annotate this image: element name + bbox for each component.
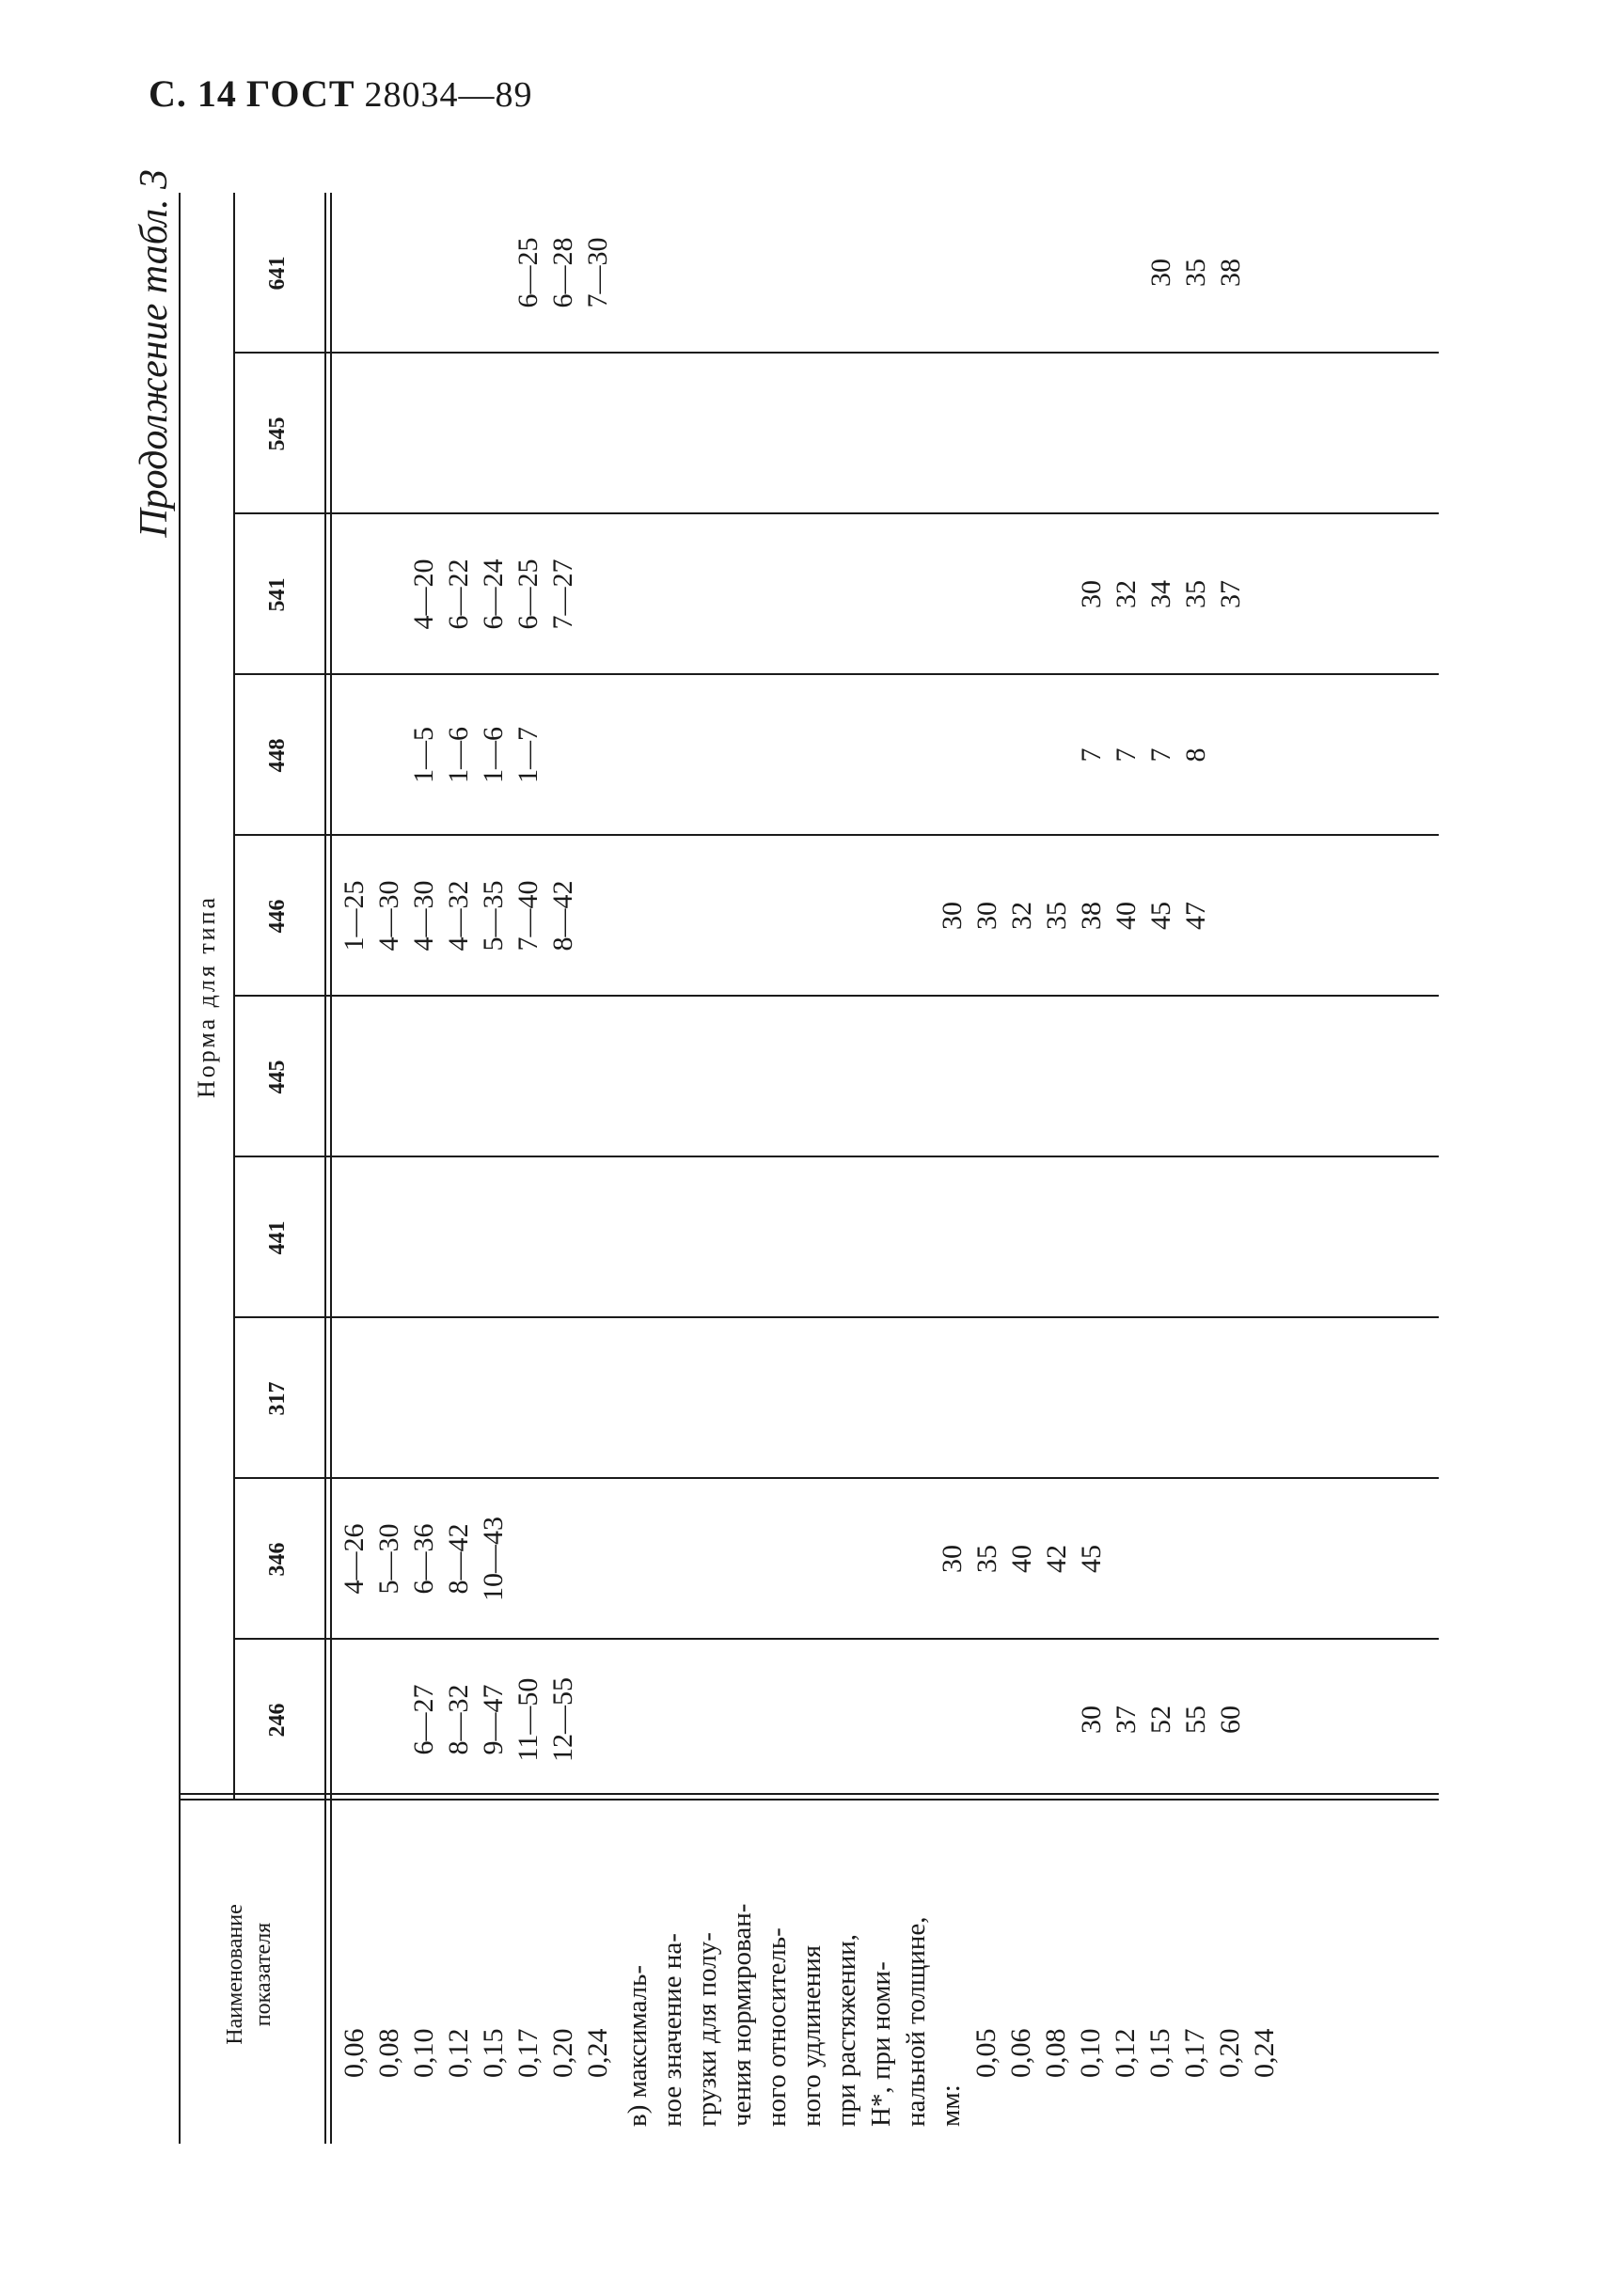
cell-value: 6—36 (408, 1523, 439, 1595)
cell-value: 34 (1145, 580, 1176, 608)
thickness-value: 0,10 (408, 2028, 439, 2078)
cell-value: 38 (1076, 902, 1107, 930)
cell-value: 47 (1180, 902, 1211, 930)
column-header-246: 246 (264, 1703, 290, 1738)
page-header (149, 71, 543, 116)
column-values-246 (337, 1641, 1248, 1799)
column-divider (233, 512, 1439, 514)
column-values-446 (337, 837, 1248, 995)
cell-value: 4—20 (408, 558, 439, 630)
cell-value: 6—24 (478, 558, 509, 630)
section-v-line: мм: (936, 2084, 966, 2127)
cell-value: 37 (1111, 1706, 1142, 1734)
column-header-545: 545 (264, 417, 290, 451)
cell-value: 5—30 (373, 1523, 404, 1595)
cell-value: 11—50 (512, 1677, 544, 1762)
section-v-line: ного относитель- (762, 1927, 792, 2127)
thickness-value: 0,06 (1005, 2028, 1036, 2078)
column-header-641: 641 (264, 256, 290, 291)
column-header-448: 448 (264, 738, 290, 773)
thickness-value: 0,20 (1214, 2028, 1245, 2078)
thickness-value: 0,06 (339, 2028, 370, 2078)
cell-value: 4—30 (408, 880, 439, 951)
page-number: С. 14 (149, 72, 237, 115)
section-v-line: Н*, при номи- (866, 1961, 896, 2127)
cell-value: 30 (1076, 1706, 1107, 1734)
column-values-545 (337, 354, 935, 512)
thickness-value: 0,20 (547, 2028, 578, 2078)
header-bottom-rule-double (330, 193, 332, 2144)
cell-value: 55 (1180, 1706, 1211, 1734)
section-v-line: в) максималь- (623, 1964, 653, 2127)
column-divider (233, 1477, 1439, 1479)
column-divider (233, 995, 1439, 997)
header-bottom-rule (324, 193, 326, 2144)
cell-value: 6—25 (512, 237, 544, 308)
header-norm-for-type: Норма для типа (193, 894, 220, 1099)
cell-value: 1—7 (512, 727, 544, 783)
standard-label: ГОСТ (245, 72, 355, 115)
column-values-346 (337, 1480, 1248, 1638)
column-values-445 (337, 998, 935, 1156)
cell-value: 45 (1076, 1545, 1107, 1573)
cell-value: 32 (1111, 580, 1142, 608)
cell-value: 37 (1215, 580, 1246, 608)
cell-value: 45 (1145, 902, 1176, 930)
cell-value: 35 (1180, 580, 1211, 608)
cell-value: 7 (1145, 747, 1176, 763)
thickness-value: 0,12 (1110, 2028, 1141, 2078)
thickness-value: 0,12 (443, 2028, 474, 2078)
header-indicator-line-2: показателя (251, 1922, 276, 2027)
cell-value: 1—6 (443, 727, 474, 783)
cell-value: 4—30 (373, 880, 404, 951)
column-header-441: 441 (264, 1220, 290, 1255)
cell-value: 6—22 (443, 558, 474, 630)
thickness-value: 0,17 (1179, 2028, 1210, 2078)
cell-value: 1—5 (408, 727, 439, 783)
cell-value: 4—26 (339, 1523, 370, 1595)
section-v-line: чения нормирован- (727, 1903, 757, 2127)
table-caption: Продолжение табл. 3 (133, 169, 176, 538)
cell-value: 7—30 (582, 237, 613, 308)
thickness-value: 0,15 (1144, 2028, 1175, 2078)
column-values-541 (337, 515, 1248, 673)
table-top-rule (179, 193, 181, 2144)
column-values-448 (337, 676, 1248, 834)
cell-value: 30 (1076, 580, 1107, 608)
thickness-value: 0,08 (373, 2028, 404, 2078)
cell-value: 6—25 (512, 558, 544, 630)
thickness-list-b (337, 1807, 615, 2127)
column-divider (233, 834, 1439, 836)
section-v-description (621, 1807, 969, 2127)
thickness-value: 0,08 (1040, 2028, 1071, 2078)
section-v-line: ное значение на- (657, 1933, 687, 2127)
cell-value: 42 (1041, 1545, 1072, 1573)
column-values-317 (337, 1319, 935, 1477)
header-indicator-name (179, 1805, 320, 2144)
cell-value: 38 (1215, 259, 1246, 287)
section-v-line: нальной толщине, (901, 1916, 931, 2127)
column-header-446: 446 (264, 899, 290, 934)
thickness-value: 0,17 (512, 2028, 544, 2078)
cell-value: 7—40 (512, 880, 544, 951)
cell-value: 7—27 (547, 558, 578, 630)
column-header-445: 445 (264, 1060, 290, 1094)
cell-value: 12—55 (547, 1677, 578, 1762)
cell-value: 60 (1215, 1706, 1246, 1734)
cell-value: 40 (1111, 902, 1142, 930)
section-v-line: грузки для полу- (692, 1932, 722, 2127)
thickness-value: 0,15 (478, 2028, 509, 2078)
section-v-line: при растяжении, (831, 1934, 861, 2127)
cell-value: 8—42 (547, 880, 578, 951)
column-header-541: 541 (264, 577, 290, 612)
cell-value: 1—6 (478, 727, 509, 783)
cell-value: 6—28 (547, 237, 578, 308)
thickness-value: 0,24 (1249, 2028, 1280, 2078)
cell-value: 30 (937, 1545, 968, 1573)
column-values-441 (337, 1158, 935, 1316)
cell-value: 10—43 (478, 1517, 509, 1601)
section-v-line: ного удлинения (796, 1944, 827, 2127)
indicator-column-divider (179, 1799, 1439, 1801)
cell-value: 8—42 (443, 1523, 474, 1595)
thickness-value: 0,24 (582, 2028, 613, 2078)
cell-value: 9—47 (478, 1684, 509, 1755)
cell-value: 30 (971, 902, 1002, 930)
cell-value: 5—35 (478, 880, 509, 951)
cell-value: 30 (1145, 259, 1176, 287)
cell-value: 30 (937, 902, 968, 930)
cell-value: 32 (1006, 902, 1037, 930)
cell-value: 8 (1180, 747, 1211, 763)
column-header-346: 346 (264, 1542, 290, 1577)
cell-value: 8—32 (443, 1684, 474, 1755)
rotated-table (132, 169, 1448, 2144)
column-divider (233, 1156, 1439, 1157)
cell-value: 6—27 (408, 1684, 439, 1755)
cell-value: 35 (971, 1545, 1002, 1573)
cell-value: 4—32 (443, 880, 474, 951)
column-header-317: 317 (264, 1381, 290, 1416)
column-values-641 (337, 194, 1248, 352)
cell-value: 52 (1145, 1706, 1176, 1734)
column-divider (233, 1316, 1439, 1318)
cell-value: 35 (1041, 902, 1072, 930)
cell-value: 1—25 (339, 880, 370, 951)
thickness-list-v (969, 1807, 1282, 2127)
cell-value: 7 (1111, 747, 1142, 763)
thickness-value: 0,10 (1075, 2028, 1106, 2078)
column-divider (233, 1638, 1439, 1640)
cell-value: 40 (1006, 1545, 1037, 1573)
indicator-column (337, 1807, 1282, 2127)
column-divider (233, 673, 1439, 675)
standard-number: 28034—89 (364, 75, 533, 115)
cell-value: 35 (1180, 259, 1211, 287)
column-divider (233, 352, 1439, 354)
thickness-value: 0,05 (970, 2028, 1001, 2078)
header-indicator-line-1: Наименование (223, 1904, 247, 2045)
cell-value: 7 (1076, 747, 1107, 763)
